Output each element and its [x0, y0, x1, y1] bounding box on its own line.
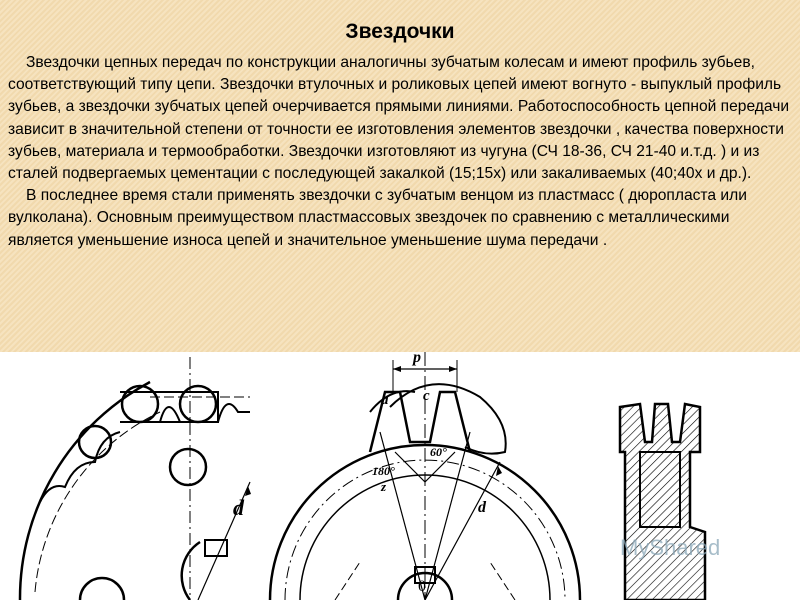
sprocket-drawings	[0, 352, 800, 600]
plastic-sprocket-section	[620, 404, 705, 600]
label-d-left: d	[233, 495, 244, 520]
slide-title: Звездочки	[345, 20, 455, 43]
label-zero: 0	[418, 578, 426, 595]
label-z: z	[381, 479, 387, 494]
label-angle-180: 180°	[372, 464, 395, 478]
slide-body	[8, 52, 794, 252]
watermark-logo: MyShared	[620, 535, 721, 560]
paragraph-1: Звездочки цепных передач по конструкции аналогичны зубчатым колесам и имеют профиль зубьев, соответствующий типу цепи. Звездочки втулочных и роликовых цепей имеют вогнуто - выпуклый профиль зубьев, а звездочки зубчатых цепей очерчивается прямыми линиями. Работоспособность цепной передачи зависит в значительной степени от точности ее изготовления элементов звездочки , качества поверхности зубьев, материала и термообработки. Звездочки изготовляют из чугуна (СЧ 18-36, СЧ 21-40 и.т.д. ) и из сталей подвергаемых цементации с последующей закалкой (15;15х) или закаливаемых (40;40х и др.).	[8, 54, 790, 183]
paragraph-2: В последнее время стали применять звездочки с зубчатым венцом из пластмасс ( дюропласта или вулколана). Основным преимуществом пластмассовых звездочек по сравнению с металлическими является уменьшение износа цепей и значительное уменьшение шума передачи .	[8, 187, 747, 249]
sprocket-drawings-svg	[0, 352, 800, 600]
label-d-center: d	[478, 499, 486, 516]
label-angle-60: 60°	[430, 445, 447, 459]
label-a: a	[381, 392, 389, 408]
label-p: p	[413, 352, 421, 366]
roller-sprocket-drawing	[20, 357, 251, 600]
label-c: c	[423, 388, 430, 404]
